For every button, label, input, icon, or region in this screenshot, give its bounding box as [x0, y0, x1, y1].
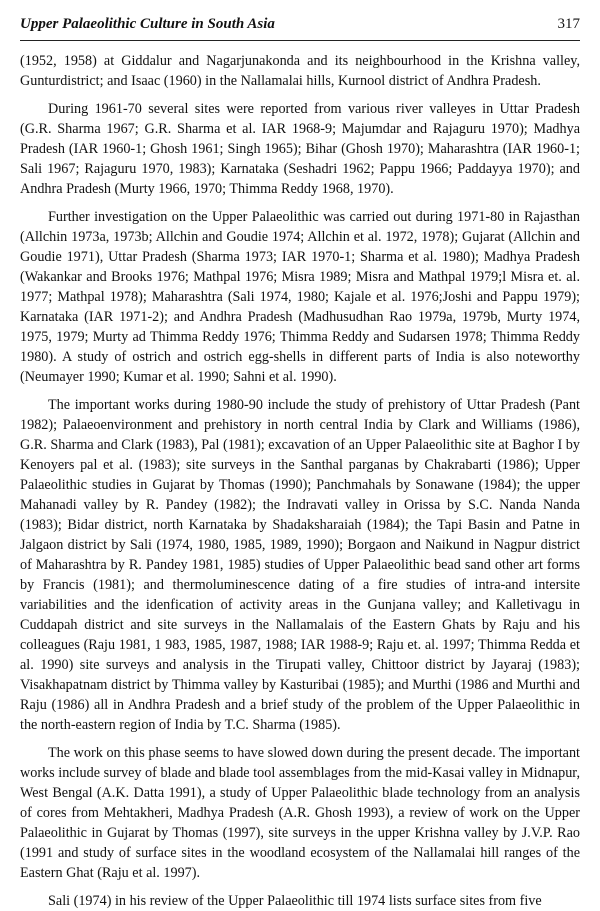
running-header: [20, 16, 580, 41]
paragraph-continuation: (1952, 1958) at Giddalur and Nagarjunakonda and its neighbourhood in the Krishna valley, Gunturdistrict; and Isaac (1960) in the Nallamalai hills, Kurnool district of Andhra Pradesh.: [20, 53, 580, 89]
paragraph-1971-80: Further investigation on the Upper Palaeolithic was carried out during 1971-80 in Rajasthan (Allchin 1973a, 1973b; Allchin and Goudie 1974; Allchin et al. 1972, 1978); Gujarat (Allchin and Goudie 1971), Uttar Pradesh (Sharma 1973; IAR 1970-1; Sharma et al. 1980); Madhya Pradesh (Wakankar and Brooks 1976; Mathpal 1976; Misra 1989; Misra and Mathpal 1979;l Misra et. al. 1977; Mathpal 1978); Maharashtra (Sali 1974, 1980; Kajale et al. 1976;Joshi and Pappu 1979); Karnataka (IAR 1971-2); and Andhra Pradesh (Madhusudhan Rao 1979a, 1979b, Murty 1974, 1975, 1979; Murty ad Thimma Reddy 1976; Thimma Reddy and Sudarsen 1978; Thimma Reddy 1980). A study of ostrich and ostrich egg-shells in different parts of India is also noteworthy (Neumayer 1990; Kumar et al. 1990; Sahni et al. 1990).: [20, 209, 580, 385]
body-text: [20, 51, 580, 911]
page-number: 317: [557, 16, 580, 32]
paragraph-1980-90: The important works during 1980-90 include the study of prehistory of Uttar Pradesh (Pant 1982); Palaeoenvironment and prehistory in north central India by Clark and Williams (1986), G.R. Sharma and Clark (1983), Pal (1981); excavation of an Upper Palaeolithic site at Baghor I by Kenoyers pal et al. (1983); site surveys in the Santhal parganas by Chakrabarti (1986); Upper Palaeolithic studies in Gujarat by Thomas (1990); Panchmahals by Sonawane (1984); the upper Mahanadi valley by R. Pandey (1982); the Indravati valley in Orissa by S.C. Nanda Nanda (1983); Bidar district, north Karnataka by Shadaksharaiah (1984); the Tapi Basin and Patne in Jalgaon district by Sali (1974, 1980, 1985, 1989, 1990); Borgaon and Naikund in Nagpur district of Maharashtra by R. Pandey 1981, 1985) studies of Upper Palaeolithic bead sand other art forms by Francis (1981); and thermoluminescence dating of a fire studies of intra-and intersite variabilities and the idenfication of activity areas in the Gunjana valley; and Kalletivagu in Cuddapah district and site surveys in the Nallamalais of the Eastern Ghats by Raju and his colleagues (Raju 1981, 1 983, 1985, 1987, 1988; IAR 1988-9; Raju et. al. 1997; Thimma Redda et al. 1990) site surveys and analysis in the Tirupati valley, Chittoor district by Jayaraj (1983); Visakhapatnam district by Thimma valley by Kasturibai (1985); and Murthi (1986 and Murthi and Raju (1986) all in Andhra Pradesh and a brief study of the problem of the Upper Palaeolithic in the north-eastern region of India by T.C. Sharma (1985).: [20, 397, 580, 733]
paragraph-1961-70: During 1961-70 several sites were reported from various river valleyes in Uttar Pradesh (G.R. Sharma 1967; G.R. Sharma et al. IAR 1968-9; Majumdar and Rajaguru 1970); Madhya Pradesh (IAR 1960-1; Ghosh 1961; Singh 1965); Bihar (Ghosh 1970); Maharashtra (IAR 1960-1; Sali 1967; Rajaguru 1970, 1983); Karnataka (Seshadri 1962; Pappu 1966; Paddayya 1970); and Andhra Pradesh (Murty 1966, 1970; Thimma Reddy 1968, 1970).: [20, 101, 580, 197]
paragraph-sali-review: Sali (1974) in his review of the Upper Palaeolithic till 1974 lists surface sites from five: [48, 893, 542, 909]
running-title: Upper Palaeolithic Culture in South Asia: [20, 16, 275, 32]
paragraph-present-decade: The work on this phase seems to have slowed down during the present decade. The important works include survey of blade and blade tool assemblages from the mid-Kasai valley in Midnapur, West Bengal (A.K. Datta 1991), a study of Upper Palaeolithic blade technology from an analysis of cores from Mehtakheri, Madhya Pradesh (A.R. Ghosh 1993), a review of work on the Upper Palaeolithic in Gujarat by Thomas (1997), site surveys in the upper Krishna valley by J.V.P. Rao (1991 and study of surface sites in the woodland ecosystem of the Nallamalai hill ranges of the Eastern Ghat (Raju et al. 1997).: [20, 745, 580, 881]
